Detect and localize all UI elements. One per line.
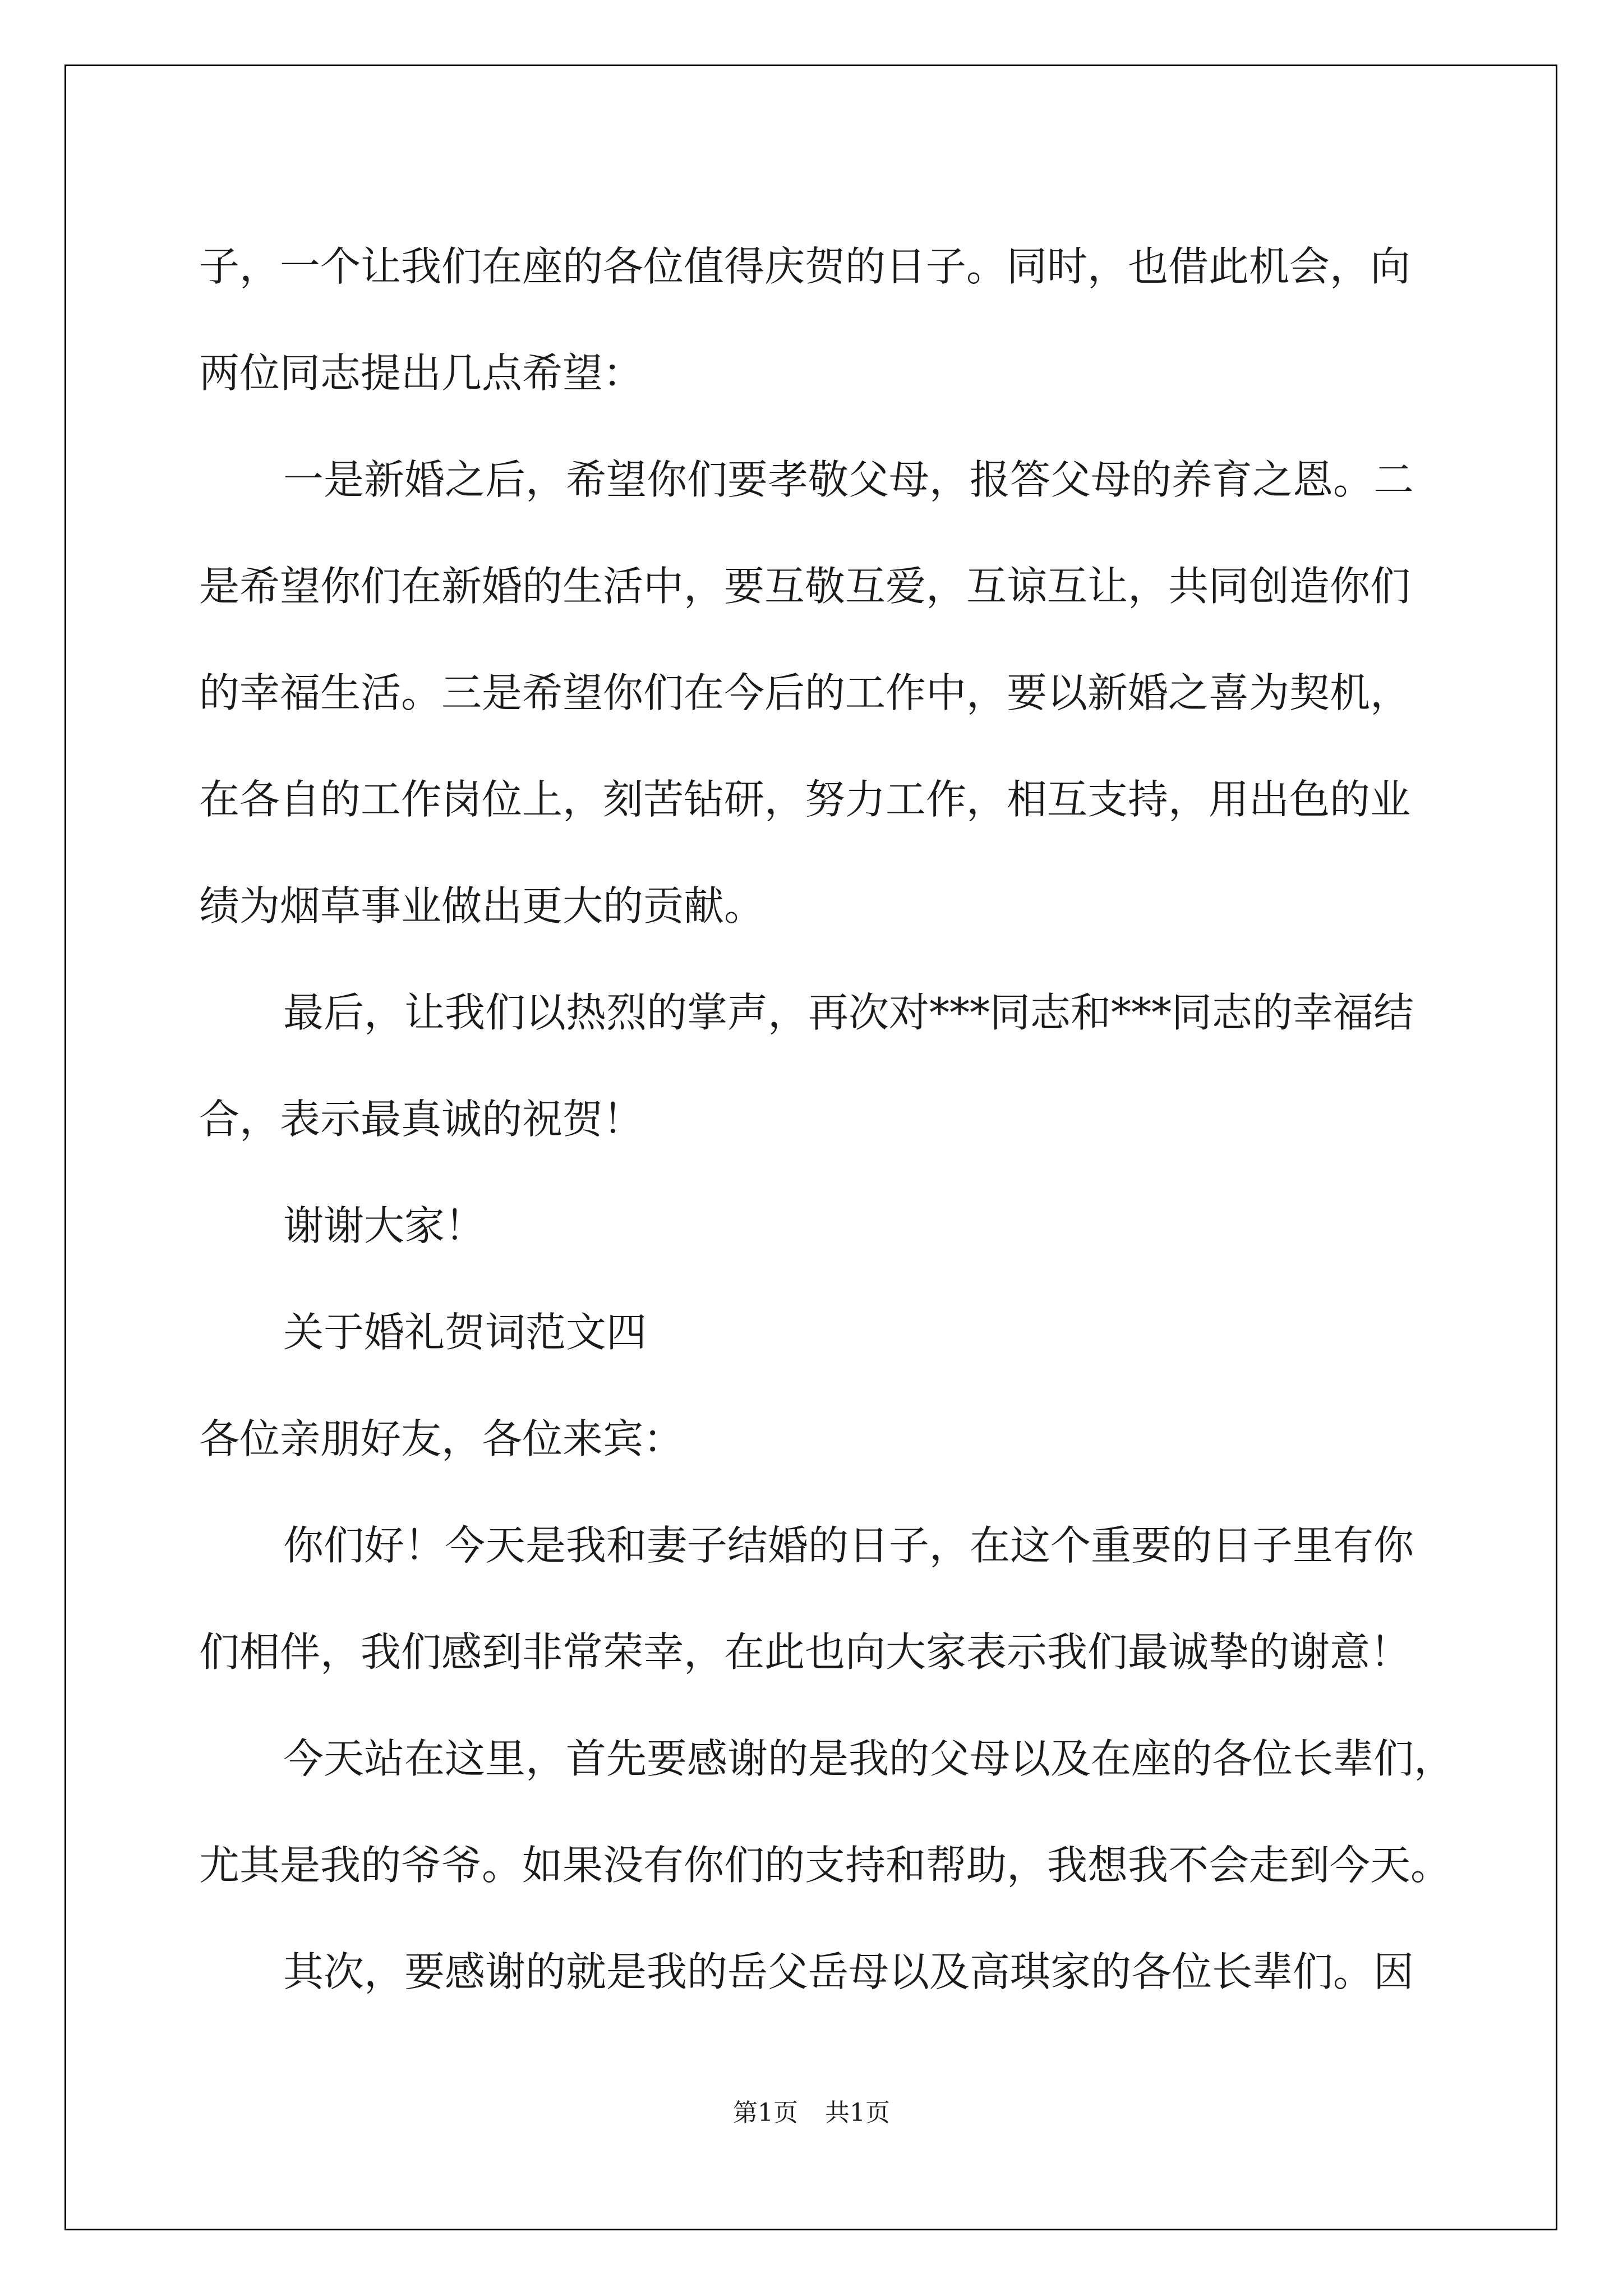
text-line: 尤其是我的爷爷。如果没有你们的支持和帮助，我想我不会走到今天。 bbox=[199, 1842, 1451, 1889]
page-total: 共1页 bbox=[825, 2099, 890, 2127]
text-line: 谢谢大家！ bbox=[283, 1202, 486, 1249]
document-body bbox=[199, 213, 1455, 2025]
text-line: 在各自的工作岗位上，刻苦钻研，努力工作，相互支持，用出色的业 bbox=[199, 776, 1411, 823]
page-footer bbox=[0, 2092, 1623, 2128]
text-line: 的幸福生活。三是希望你们在今后的工作中，要以新婚之喜为契机， bbox=[199, 669, 1411, 716]
text-line: 们相伴，我们感到非常荣幸，在此也向大家表示我们最诚挚的谢意！ bbox=[199, 1628, 1411, 1676]
text-line: 最后，让我们以热烈的掌声，再次对***同志和***同志的幸福结 bbox=[283, 989, 1414, 1036]
salutation-line: 各位亲朋好友，各位来宾： bbox=[199, 1415, 684, 1462]
section-heading: 关于婚礼贺词范文四 bbox=[283, 1309, 647, 1356]
text-line: 合，表示最真诚的祝贺！ bbox=[199, 1096, 644, 1143]
text-line: 子，一个让我们在座的各位值得庆贺的日子。同时，也借此机会，向 bbox=[199, 243, 1411, 290]
text-line: 是希望你们在新婚的生活中，要互敬互爱，互谅互让，共同创造你们 bbox=[199, 563, 1411, 610]
text-line: 今天站在这里，首先要感谢的是我的父母以及在座的各位长辈们， bbox=[283, 1735, 1455, 1782]
text-line: 绩为烟草事业做出更大的贡献。 bbox=[199, 882, 765, 930]
page-number: 第1页 bbox=[733, 2099, 798, 2127]
text-line: 两位同志提出几点希望： bbox=[199, 349, 644, 397]
text-line: 一是新婚之后，希望你们要孝敬父母，报答父母的养育之恩。二 bbox=[283, 456, 1414, 503]
text-line: 其次，要感谢的就是我的岳父岳母以及高琪家的各位长辈们。因 bbox=[283, 1948, 1414, 1995]
text-line: 你们好！今天是我和妻子结婚的日子，在这个重要的日子里有你 bbox=[283, 1522, 1414, 1569]
